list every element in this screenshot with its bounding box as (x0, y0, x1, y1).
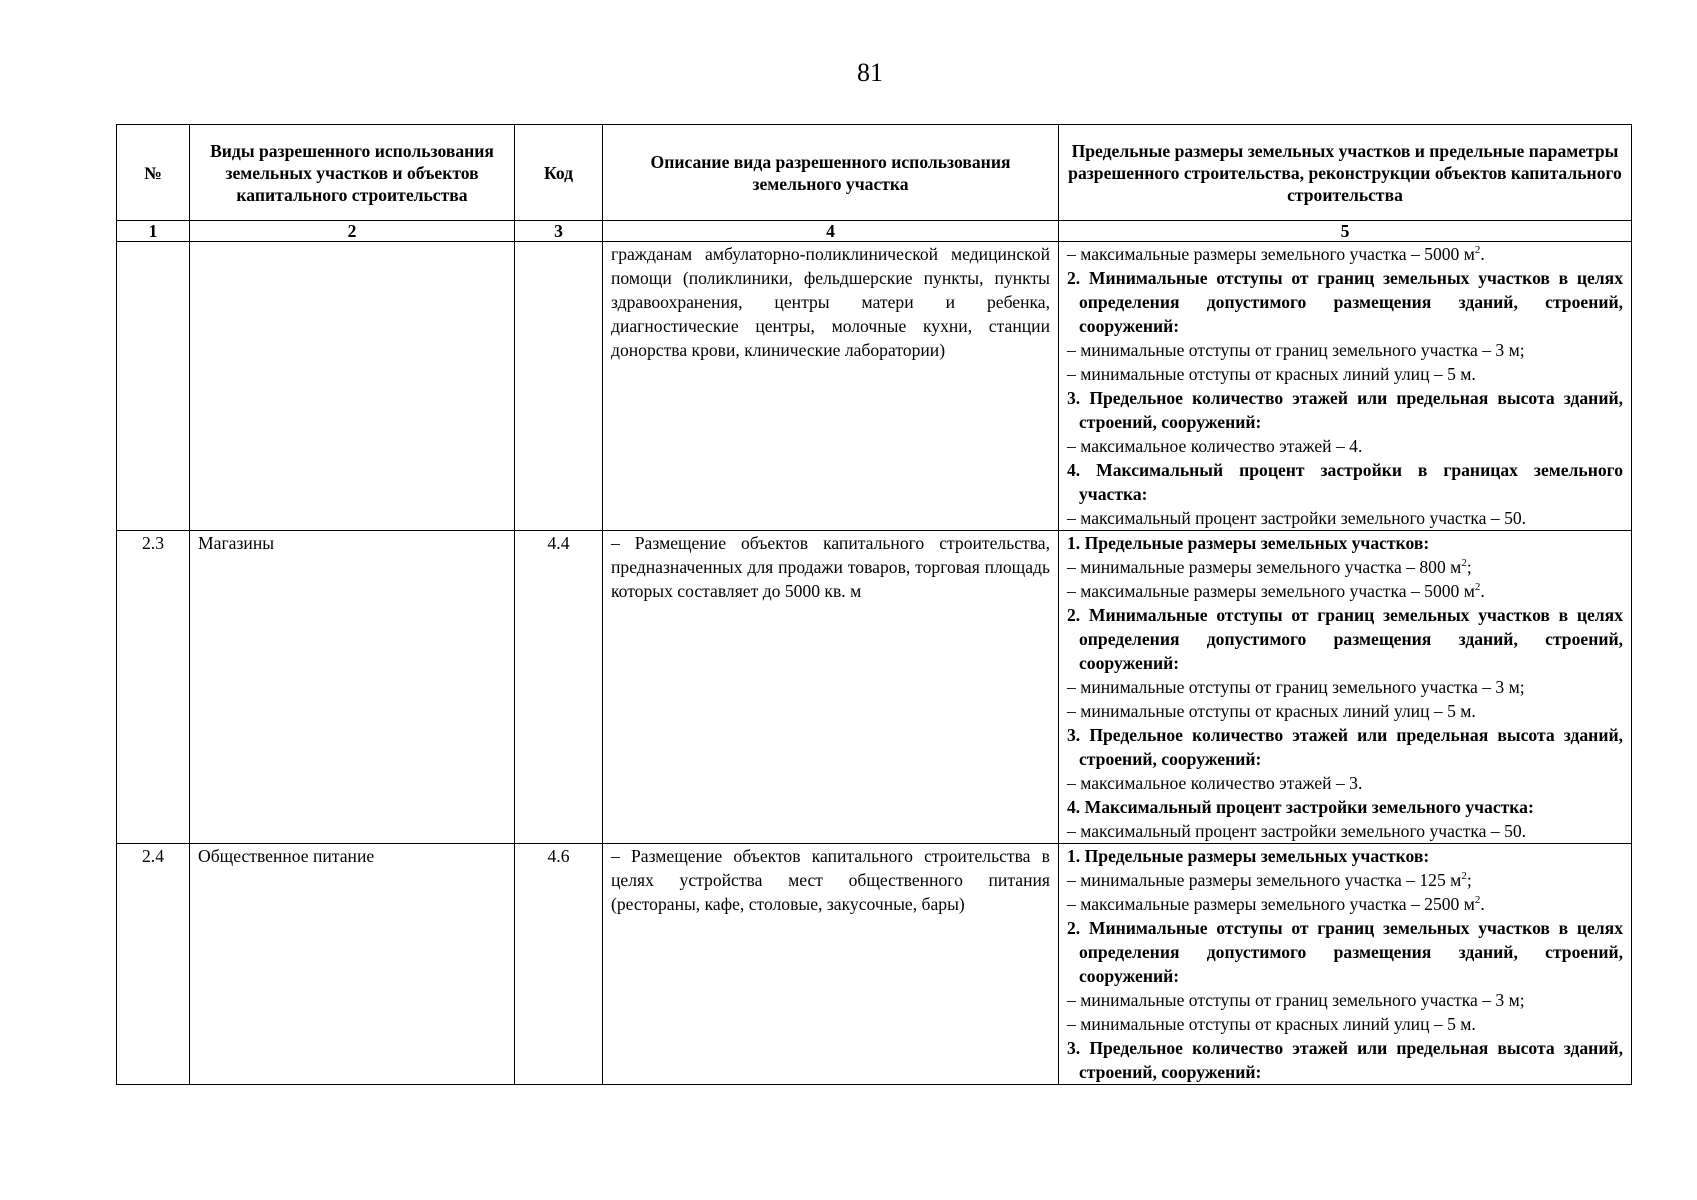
param-line: – минимальные отступы от красных линий улиц – 5 м. (1067, 701, 1476, 721)
param-line: – минимальные размеры земельного участка – 800 $м^2$; (1067, 557, 1472, 577)
param-line: – максимальные размеры земельного участка – 2500 $м^2$. (1067, 894, 1485, 914)
row-kind: Общественное питание (190, 844, 515, 1085)
param-heading: 3. Предельное количество этажей или предельная высота зданий, строений, сооружений: (1067, 1038, 1623, 1082)
table-row (117, 531, 1632, 844)
row-code: 4.6 (515, 844, 603, 1085)
param-heading: 4. Максимальный процент застройки земельного участка: (1067, 797, 1534, 817)
header-kinds: Виды разрешенного использования земельных участков и объектов капитального строительства (190, 125, 515, 221)
row-description (603, 242, 1059, 531)
description-text: гражданам амбулаторно-поликлинической медицинской помощи (поликлиники, фельдшерские пункты, пункты здравоохранения, центры матери и ребенка, диагностические центры, молочные кухни, станции донорства крови, клинические лаборатории) (611, 244, 1050, 360)
header-params: Предельные размеры земельных участков и предельные параметры разрешенного строительства, реконструкции объектов капитального строительства (1059, 125, 1632, 221)
param-heading: 2. Минимальные отступы от границ земельных участков в целях определения допустимого размещения зданий, строений, сооружений: (1067, 918, 1623, 986)
param-heading: 4. Максимальный процент застройки в границах земельного участка: (1067, 460, 1623, 504)
param-line: – максимальные размеры земельного участка – 5000 $м^2$. (1067, 244, 1485, 264)
row-code (515, 242, 603, 531)
row-description (603, 531, 1059, 844)
param-line: – минимальные отступы от красных линий улиц – 5 м. (1067, 364, 1476, 384)
column-number: 3 (515, 221, 603, 242)
description-text: – Размещение объектов капитального строительства, предназначенных для продажи товаров, торговая площадь которых составляет до 5000 кв. м (611, 533, 1050, 601)
param-line: – минимальные размеры земельного участка – 125 $м^2$; (1067, 870, 1472, 890)
header-description: Описание вида разрешенного использования земельного участка (603, 125, 1059, 221)
row-params (1059, 531, 1632, 844)
param-heading: 1. Предельные размеры земельных участков: (1067, 533, 1430, 553)
header-code: Код (515, 125, 603, 221)
param-heading: 2. Минимальные отступы от границ земельных участков в целях определения допустимого размещения зданий, строений, сооружений: (1067, 268, 1623, 336)
description-text: – Размещение объектов капитального строительства в целях устройства мест общественного питания (рестораны, кафе, столовые, закусочные, бары) (611, 846, 1050, 914)
param-heading: 2. Минимальные отступы от границ земельных участков в целях определения допустимого размещения зданий, строений, сооружений: (1067, 605, 1623, 673)
param-line: – максимальные размеры земельного участка – 5000 $м^2$. (1067, 581, 1485, 601)
row-code: 4.4 (515, 531, 603, 844)
row-kind: Магазины (190, 531, 515, 844)
table-header-row (117, 125, 1632, 221)
column-number: 5 (1059, 221, 1632, 242)
land-use-table (116, 124, 1632, 1085)
param-heading: 1. Предельные размеры земельных участков: (1067, 846, 1430, 866)
header-num: № (117, 125, 190, 221)
row-num (117, 242, 190, 531)
param-line: – минимальные отступы от границ земельного участка – 3 м; (1067, 677, 1525, 697)
table-row (117, 844, 1632, 1085)
param-line: – максимальное количество этажей – 4. (1067, 436, 1363, 456)
row-num: 2.3 (117, 531, 190, 844)
column-numbers-row (117, 221, 1632, 242)
row-num: 2.4 (117, 844, 190, 1085)
row-description (603, 844, 1059, 1085)
param-line: – максимальный процент застройки земельного участка – 50. (1067, 821, 1527, 841)
column-number: 2 (190, 221, 515, 242)
param-line: – максимальный процент застройки земельного участка – 50. (1067, 508, 1527, 528)
row-kind (190, 242, 515, 531)
table-row (117, 242, 1632, 531)
column-number: 4 (603, 221, 1059, 242)
param-line: – минимальные отступы от красных линий улиц – 5 м. (1067, 1014, 1476, 1034)
row-params (1059, 242, 1632, 531)
param-line: – максимальное количество этажей – 3. (1067, 773, 1363, 793)
column-number: 1 (117, 221, 190, 242)
param-line: – минимальные отступы от границ земельного участка – 3 м; (1067, 990, 1525, 1010)
row-params (1059, 844, 1632, 1085)
param-line: – минимальные отступы от границ земельного участка – 3 м; (1067, 340, 1525, 360)
param-heading: 3. Предельное количество этажей или предельная высота зданий, строений, сооружений: (1067, 725, 1623, 769)
param-heading: 3. Предельное количество этажей или предельная высота зданий, строений, сооружений: (1067, 388, 1623, 432)
page-number: 81 (857, 58, 883, 87)
